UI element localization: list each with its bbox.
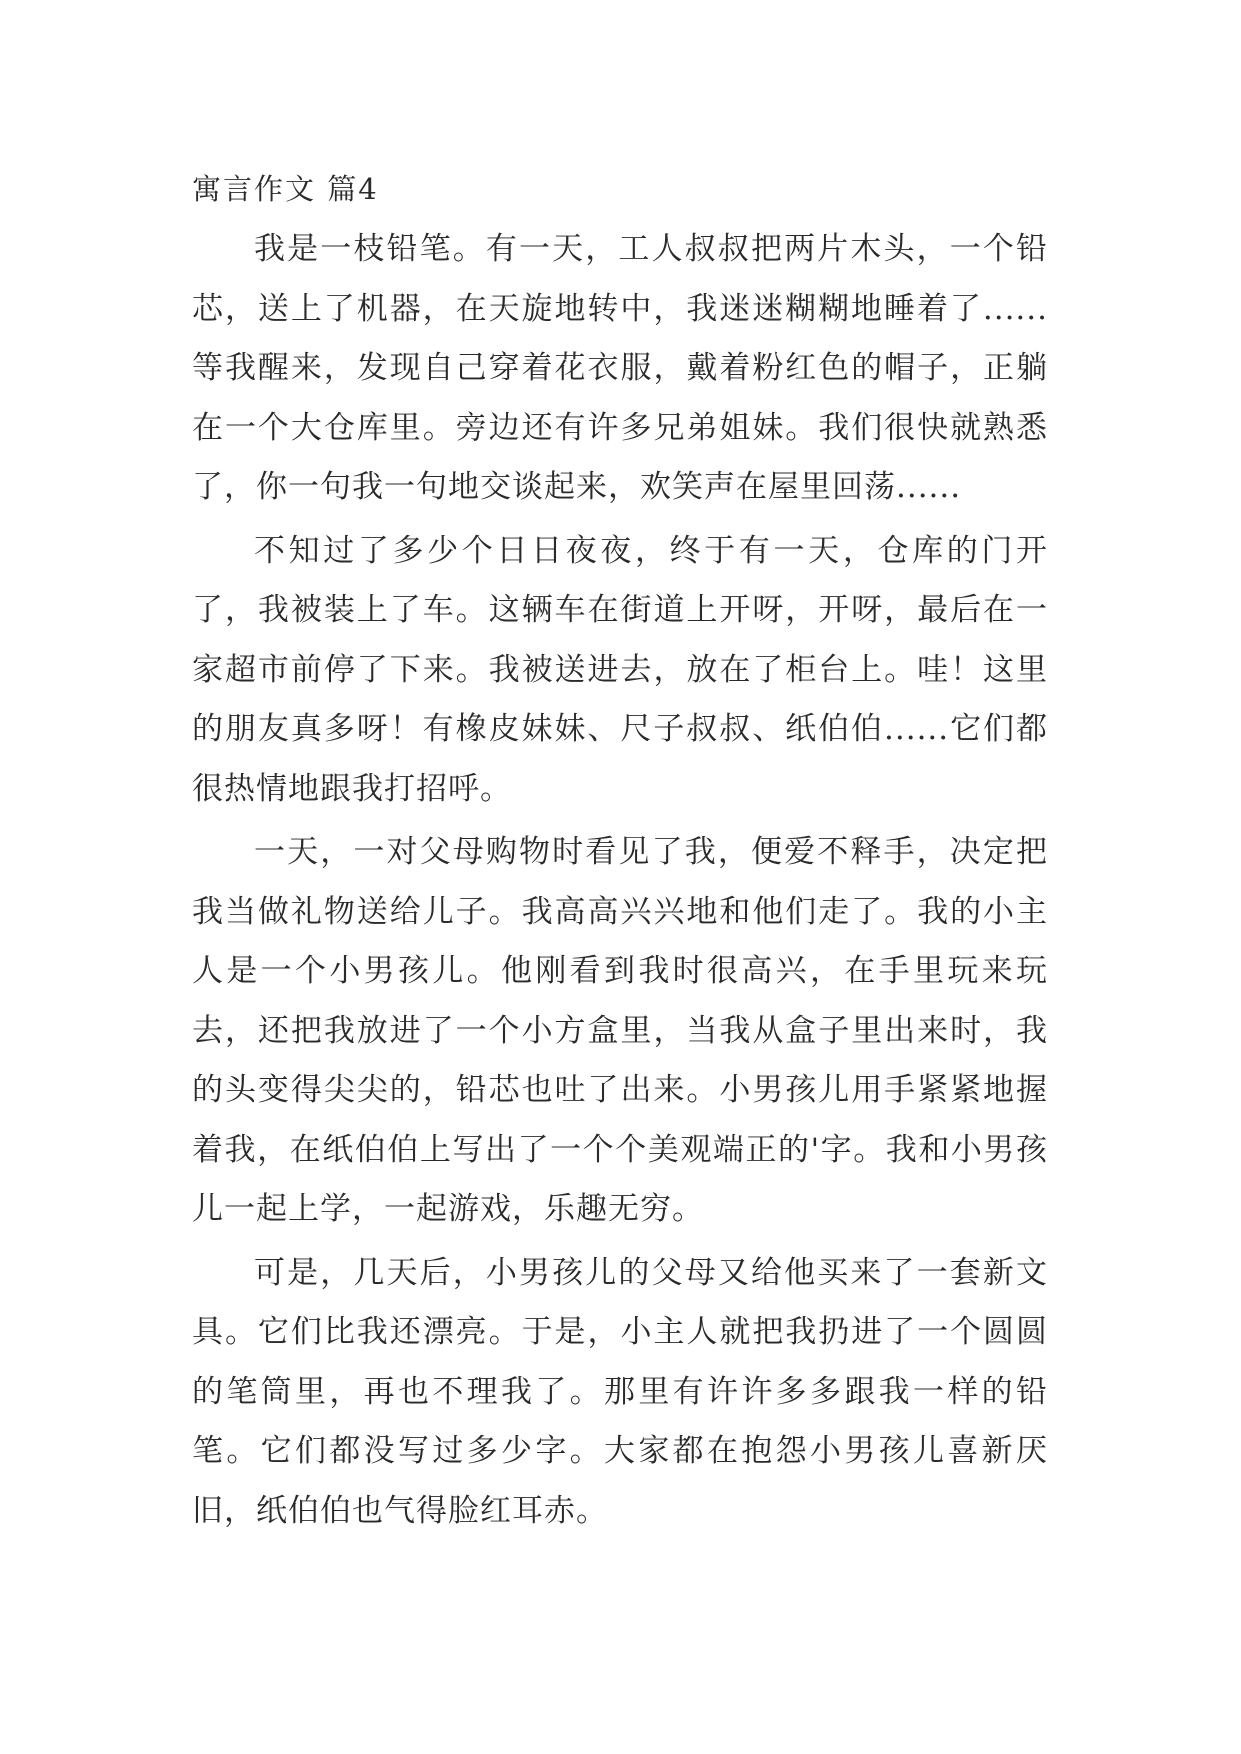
paragraph-3: 一天，一对父母购物时看见了我，便爱不释手，决定把我当做礼物送给儿子。我高高兴兴地和他们走了。我的小主人是一个小男孩儿。他刚看到我时很高兴，在手里玩来玩去，还把我放进了一个小方盒里，当我从盒子里出来时，我的头变得尖尖的，铅芯也吐了出来。小男孩儿用手紧紧地握着我，在纸伯伯上写出了一个个美观端正的'字。我和小男孩儿一起上学，一起游戏，乐趣无穷。 [192, 834, 1048, 1227]
paragraph-4: 可是，几天后，小男孩儿的父母又给他买来了一套新文具。它们比我还漂亮。于是，小主人就把我扔进了一个圆圆的笔筒里，再也不理我了。那里有许许多多跟我一样的铅笔。它们都没写过多少字。大家都在抱怨小男孩儿喜新厌旧，纸伯伯也气得脸红耳赤。 [192, 1254, 1048, 1529]
paragraph-1: 我是一枝铅笔。有一天，工人叔叔把两片木头，一个铅芯，送上了机器，在天旋地转中，我迷迷糊糊地睡着了......等我醒来，发现自己穿着花衣服，戴着粉红色的帽子，正躺在一个大仓库里。旁边还有许多兄弟姐妹。我们很快就熟悉了，你一句我一句地交谈起来，欢笑声在屋里回荡...... [192, 231, 1048, 505]
paragraph-2: 不知过了多少个日日夜夜，终于有一天，仓库的门开了，我被装上了车。这辆车在街道上开呀，开呀，最后在一家超市前停了下来。我被送进去，放在了柜台上。哇！这里的朋友真多呀！有橡皮妹妹、尺子叔叔、纸伯伯......它们都很热情地跟我打招呼。 [192, 532, 1048, 807]
document-body [192, 160, 1048, 1545]
document-title: 寓言作文 篇4 [192, 172, 379, 206]
